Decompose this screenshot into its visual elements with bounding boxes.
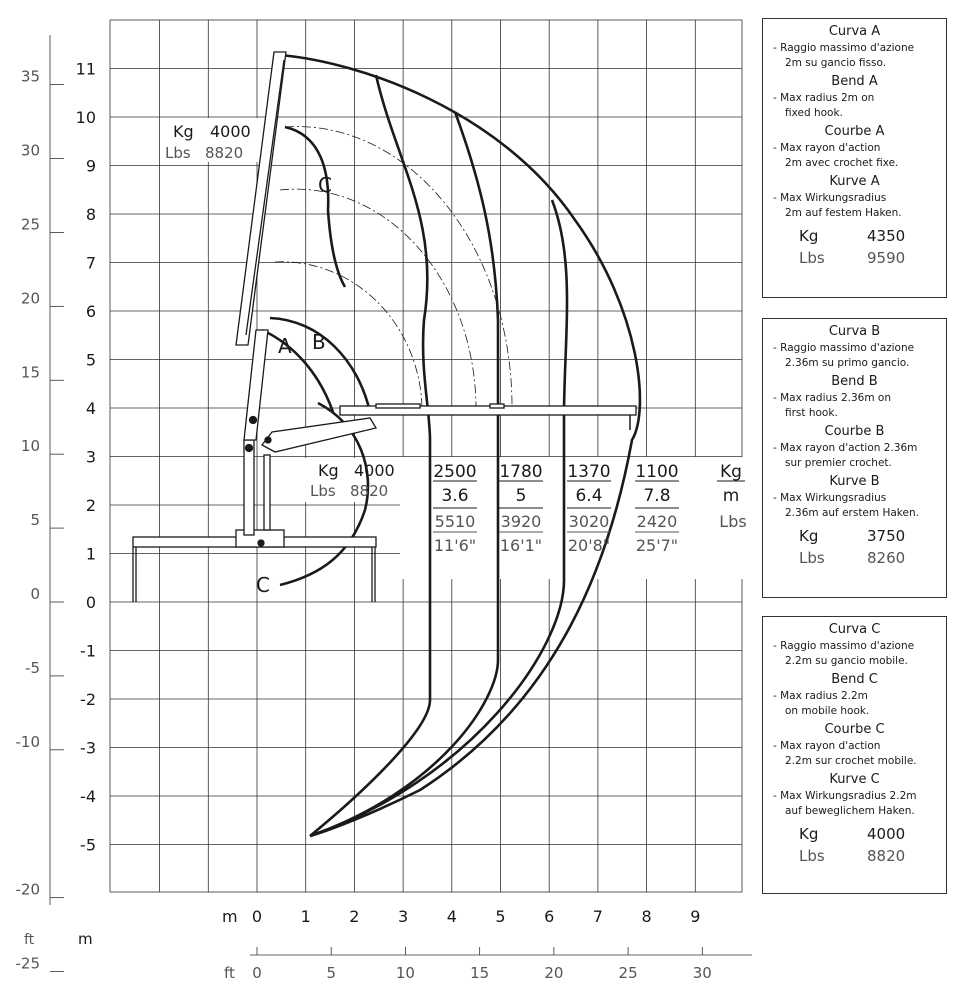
y-tick-m: 9: [85, 156, 96, 176]
x-tick-m: 3: [398, 907, 409, 926]
panel-lbs-number: 8820: [867, 847, 906, 865]
first-boom: [244, 330, 268, 440]
panel-curve-c: [762, 616, 947, 894]
y-tick-m: 7: [85, 253, 96, 273]
load-unit-m: m: [722, 486, 740, 506]
y-tick-m: 4: [85, 399, 96, 418]
panel-section-title: Curva A: [828, 24, 881, 39]
panel-description-line: 2m auf festem Haken.: [785, 207, 902, 219]
panel-section-description: [771, 441, 938, 471]
panel-section-description: [771, 41, 938, 71]
panel-kg-value: [771, 825, 938, 843]
panel-description-line: 2.2m su gancio mobile.: [785, 655, 908, 667]
panel-kg-unit: Kg: [799, 227, 819, 245]
x-tick-ft: 15: [470, 964, 490, 982]
y-tick-m: 6: [85, 302, 96, 321]
panel-section-title: Courbe A: [824, 124, 885, 139]
panel-description-line: - Max rayon d'action 2.36m: [773, 442, 918, 454]
mid-load-lbs-unit: Lbs: [310, 482, 336, 500]
y-tick-ft: 20: [20, 289, 40, 308]
y-tick-ft: -20: [15, 880, 40, 899]
panel-section-description: [771, 391, 938, 421]
panel-section-description: [771, 789, 938, 819]
panel-section-description: [771, 141, 938, 171]
load-m: 6.4: [575, 486, 603, 506]
y-tick-ft: 15: [20, 363, 40, 382]
y-tick-m: -1: [80, 641, 96, 661]
panel-description-line: 2m avec crochet fixe.: [785, 157, 899, 169]
load-kg: 1100: [635, 462, 679, 482]
x-tick-m: 4: [446, 907, 457, 926]
load-lbs: 3920: [500, 512, 542, 531]
y-tick-ft: -10: [15, 732, 40, 751]
panel-description-line: - Raggio massimo d'azione: [773, 640, 915, 652]
y-tick-m: -2: [80, 690, 96, 709]
panel-kg-value: [771, 527, 938, 545]
y-tick-m: 5: [85, 350, 96, 370]
load-lbs: 2420: [636, 512, 678, 531]
curve-c-top-label: C: [318, 173, 332, 197]
load-lbs: 3020: [568, 512, 610, 531]
y-tick-m: -4: [80, 787, 96, 806]
x-tick-ft: 0: [252, 964, 262, 982]
panel-description-line: auf beweglichem Haken.: [785, 805, 915, 817]
crane-column: [244, 440, 254, 535]
panel-description-line: 2.36m su primo gancio.: [785, 357, 910, 369]
curve-c-top: [285, 127, 345, 287]
panel-section-title: Courbe C: [824, 722, 885, 737]
top-load-lbs-unit: Lbs: [165, 144, 191, 162]
panel-description-line: - Raggio massimo d'azione: [773, 42, 915, 54]
load-m: 5: [515, 486, 527, 506]
curve-a-label: A: [278, 334, 292, 358]
panel-kg-number: 3750: [867, 527, 906, 545]
y-tick-m: -3: [80, 738, 96, 758]
panel-lbs-number: 9590: [867, 249, 906, 267]
y-tick-m: -5: [80, 835, 96, 855]
x-axis-meters: [222, 907, 700, 926]
top-load-lbs: 8820: [205, 144, 244, 162]
panel-kg-unit: Kg: [799, 527, 819, 545]
slew-center: [258, 540, 264, 546]
pivot-1: [246, 445, 253, 452]
y-tick-m: 8: [85, 205, 96, 224]
x-tick-m: 9: [690, 907, 701, 926]
panel-description-line: - Max rayon d'action: [773, 740, 881, 752]
x-unit-m: m: [222, 907, 238, 926]
panel-description-line: first hook.: [785, 407, 838, 419]
panel-description-line: - Max Wirkungsradius: [773, 492, 887, 504]
panel-curve-b: [762, 318, 947, 598]
x-tick-m: 6: [544, 907, 555, 926]
top-load-kg-unit: Kg: [173, 122, 194, 141]
load-ft: 20'8": [567, 536, 611, 555]
load-m: 3.6: [441, 486, 469, 506]
column-cylinder: [264, 455, 270, 530]
x-tick-m: 1: [300, 907, 311, 926]
y-tick-m: 10: [75, 108, 96, 127]
construction-arc-3: [275, 262, 422, 408]
panel-description-line: - Raggio massimo d'azione: [773, 342, 915, 354]
panel-kg-unit: Kg: [799, 825, 819, 843]
construction-arc-1: [285, 127, 512, 408]
panel-kg-number: 4000: [867, 825, 906, 843]
panel-section-title: Kurve A: [829, 174, 880, 189]
y-unit-ft: ft: [24, 932, 35, 948]
load-kg: 1780: [499, 462, 543, 482]
y-tick-m: 1: [85, 544, 96, 564]
y-tick-m: 11: [75, 59, 96, 79]
panel-lbs-value: [771, 847, 938, 865]
panel-section-description: [771, 689, 938, 719]
construction-arc-2: [280, 189, 476, 408]
panel-section-description: [771, 191, 938, 221]
x-tick-m: 8: [641, 907, 652, 926]
panel-description-line: sur premier crochet.: [785, 457, 892, 469]
x-tick-m: 7: [592, 907, 603, 926]
jib-section-1: [376, 404, 420, 408]
panel-section-description: [771, 341, 938, 371]
panel-description-line: on mobile hook.: [785, 705, 870, 717]
y-tick-m: 3: [85, 447, 96, 467]
panel-description-line: - Max Wirkungsradius 2.2m: [773, 790, 917, 802]
y-unit-m: m: [78, 930, 93, 948]
x-tick-m: 0: [251, 907, 263, 926]
load-kg: 1370: [567, 462, 611, 482]
reach-curves: [310, 75, 567, 836]
jib-section-2: [490, 404, 504, 408]
load-ft: 11'6": [433, 536, 477, 555]
y-tick-ft: 35: [20, 67, 40, 86]
panel-curve-a: [762, 18, 947, 298]
load-ft: 25'7": [635, 536, 679, 555]
panel-description-line: fixed hook.: [785, 107, 843, 119]
y-axis-meters: [76, 60, 96, 949]
mid-load-kg-unit: Kg: [318, 461, 339, 480]
panel-lbs-unit: Lbs: [799, 847, 825, 865]
construction-arcs: [275, 127, 512, 408]
panel-section-description: [771, 91, 938, 121]
panel-lbs-value: [771, 549, 938, 567]
x-tick-m: 5: [495, 907, 506, 926]
curve-b-label: B: [312, 330, 326, 354]
load-lbs: 5510: [434, 512, 476, 531]
y-tick-m: 0: [85, 593, 96, 612]
x-tick-ft: 10: [395, 964, 415, 982]
outer-envelope-curve: [280, 55, 640, 836]
panel-description-line: - Max radius 2.2m: [773, 690, 868, 702]
mid-load-lbs: 8820: [350, 482, 389, 500]
panel-description-line: 2.2m sur crochet mobile.: [785, 755, 917, 767]
pivot-2: [250, 417, 257, 424]
panel-section-description: [771, 739, 938, 769]
y-tick-ft: 25: [20, 215, 40, 234]
load-unit-kg: Kg: [720, 462, 742, 482]
x-tick-m: 2: [349, 907, 360, 926]
jib-extension-line: [246, 60, 284, 335]
panel-section-title: Kurve C: [829, 772, 880, 787]
panel-lbs-value: [771, 249, 938, 267]
panel-lbs-number: 8260: [867, 549, 906, 567]
x-tick-ft: 30: [692, 964, 712, 982]
panel-description-line: - Max rayon d'action: [773, 142, 881, 154]
panel-kg-value: [771, 227, 938, 245]
y-tick-m: 2: [85, 496, 96, 515]
curve-c-bottom-label: C: [256, 573, 270, 597]
panel-description-line: 2m su gancio fisso.: [785, 57, 887, 69]
load-unit-lbs: Lbs: [719, 512, 747, 531]
panel-section-title: Courbe B: [824, 424, 885, 439]
x-tick-ft: 5: [326, 964, 336, 982]
panel-description-line: - Max Wirkungsradius: [773, 192, 887, 204]
panel-section-title: Bend B: [831, 374, 878, 389]
mid-load-kg: 4000: [354, 461, 395, 480]
y-tick-ft: 30: [20, 141, 40, 160]
panel-kg-number: 4350: [867, 227, 906, 245]
panel-section-description: [771, 639, 938, 669]
panel-section-title: Bend A: [831, 74, 878, 89]
x-tick-ft: 20: [544, 964, 564, 982]
panel-description-line: - Max radius 2.36m on: [773, 392, 891, 404]
x-unit-ft: ft: [224, 964, 235, 982]
x-axis-feet: [224, 947, 752, 982]
pivot-3: [265, 437, 271, 443]
load-kg: 2500: [433, 462, 477, 482]
panel-section-title: Curva C: [828, 622, 881, 637]
y-tick-ft: 0: [30, 585, 40, 603]
panel-description-line: - Max radius 2m on: [773, 92, 875, 104]
load-m: 7.8: [643, 486, 671, 506]
panel-section-description: [771, 491, 938, 521]
top-load-kg: 4000: [210, 122, 251, 141]
load-ft: 16'1": [499, 536, 543, 555]
x-tick-ft: 25: [618, 964, 638, 982]
panel-lbs-unit: Lbs: [799, 249, 825, 267]
panel-section-title: Kurve B: [829, 474, 880, 489]
panel-section-title: Bend C: [831, 672, 878, 687]
y-tick-ft: -5: [25, 658, 40, 677]
panel-description-line: 2.36m auf erstem Haken.: [785, 507, 919, 519]
y-tick-ft: 10: [20, 437, 40, 456]
y-tick-ft: -25: [15, 954, 40, 973]
panel-section-title: Curva B: [828, 324, 881, 339]
y-tick-ft: 5: [30, 511, 40, 530]
y-axis-feet: [16, 35, 65, 973]
panel-lbs-unit: Lbs: [799, 549, 825, 567]
